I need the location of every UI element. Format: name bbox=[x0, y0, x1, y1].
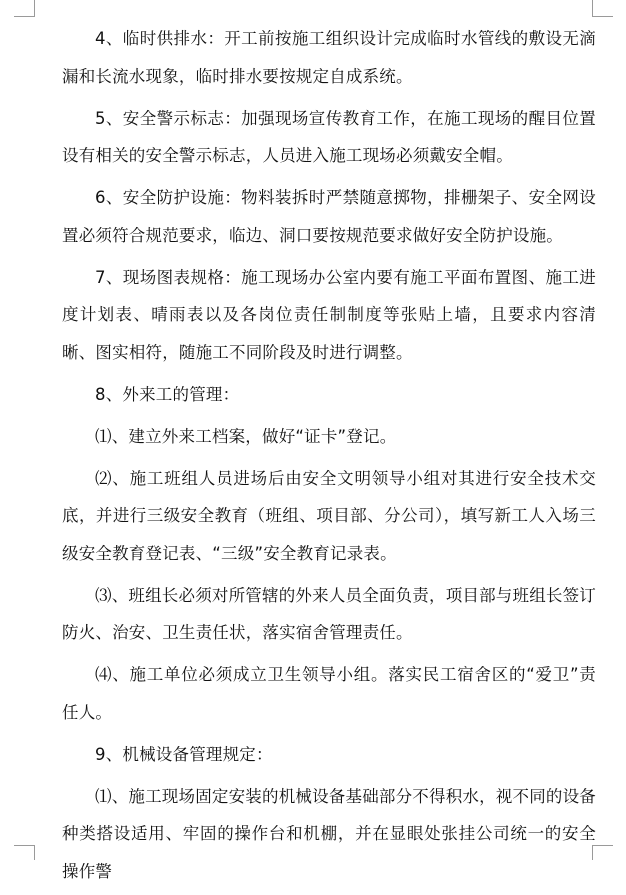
paragraph-machinery-heading: 9、机械设备管理规定： bbox=[95, 744, 273, 764]
paragraph-safety-signs: 5、安全警示标志：加强现场宣传教育工作，在施工现场的醒目位置设有相关的安全警示标志，人员进入施工现场必须戴安全帽。 bbox=[62, 108, 596, 165]
paragraph-worker-files: ⑴、建立外来工档案，做好“证卡”登记。 bbox=[95, 426, 397, 446]
paragraph-team-leader-responsibility: ⑶、班组长必须对所管辖的外来人员全面负责，项目部与班组长签订防火、治安、卫生责任状，落实宿舍管理责任。 bbox=[62, 585, 596, 642]
crop-mark-top-right bbox=[592, 0, 613, 17]
paragraph-machinery-foundation: ⑴、施工现场固定安装的机械设备基础部分不得积水，视不同的设备种类搭设适用、牢固的操作台和机棚，并在显眼处张挂公司统一的安全操作警 bbox=[62, 786, 596, 881]
paragraph-safety-protection: 6、安全防护设施：物料装拆时严禁随意掷物，排栅架子、安全网设置必须符合规范要求，临边、洞口要按规范要求做好安全防护设施。 bbox=[62, 188, 596, 245]
paragraph-safety-education: ⑵、施工班组人员进场后由安全文明领导小组对其进行安全技术交底，并进行三级安全教育（班组、项目部、分公司），填写新工人入场三级安全教育登记表、“三级”安全教育记录表。 bbox=[62, 468, 596, 563]
paragraph-site-charts: 7、现场图表规格：施工现场办公室内要有施工平面布置图、施工进度计划表、晴雨表以及各岗位责任制制度等张贴上墙，且要求内容清晰、图实相符，随施工不同阶段及时进行调整。 bbox=[62, 267, 596, 362]
document-body bbox=[62, 20, 596, 895]
paragraph-hygiene-group: ⑷、施工单位必须成立卫生领导小组。落实民工宿舍区的“爱卫”责任人。 bbox=[62, 665, 596, 722]
paragraph-temporary-water: 4、临时供排水：开工前按施工组织设计完成临时水管线的敷设无滴漏和长流水现象，临时排水要按规定自成系统。 bbox=[62, 29, 596, 86]
crop-mark-bottom-left bbox=[14, 845, 35, 860]
paragraph-migrant-worker-heading: 8、外来工的管理： bbox=[95, 384, 240, 404]
crop-mark-top-left bbox=[14, 0, 35, 17]
